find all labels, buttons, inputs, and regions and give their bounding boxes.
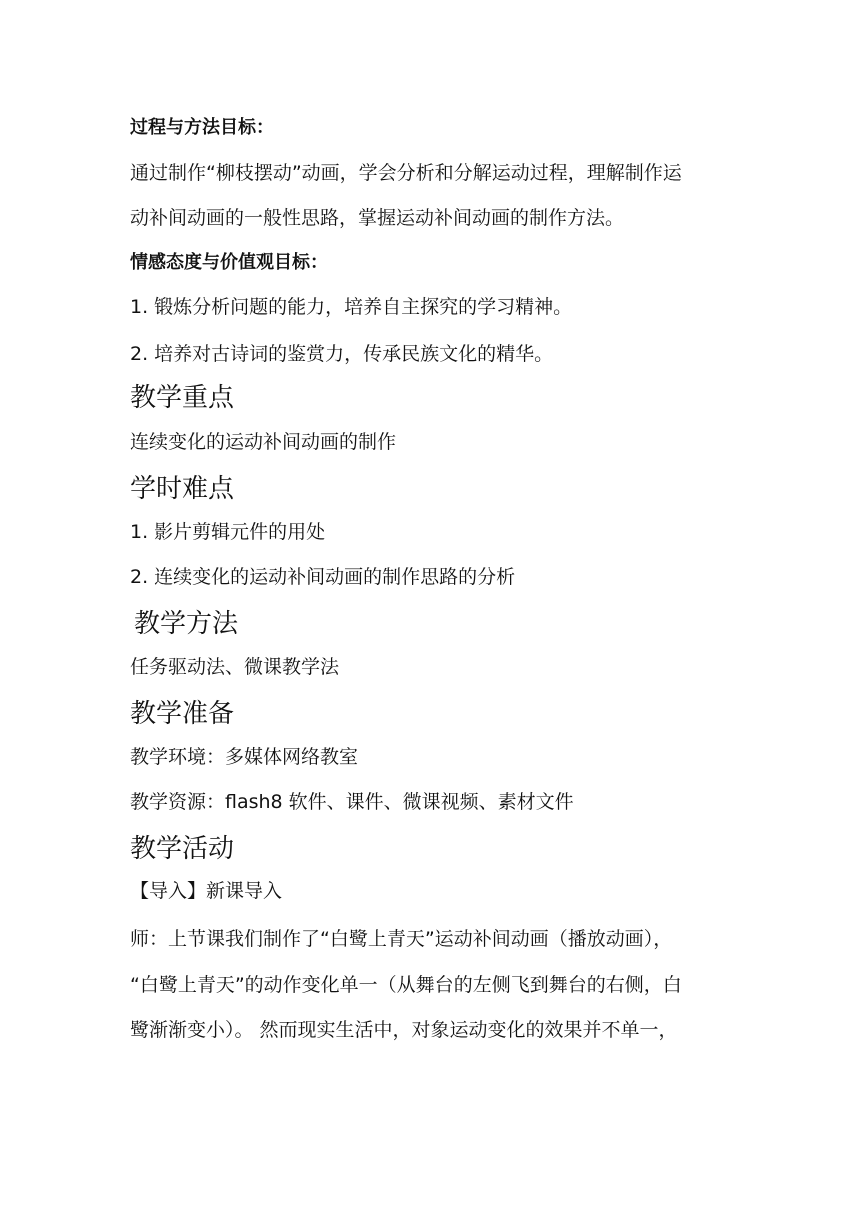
activity-para-line-3: 鹭渐渐变小）。 然而现实生活中，对象运动变化的效果并不单一， — [130, 1019, 678, 1041]
activity-para-line-2: “白鹭上青天”的动作变化单一（从舞台的左侧飞到舞台的右侧，白 — [130, 974, 682, 996]
emotion-goal-item-2: 2. 培养对古诗词的鉴赏力，传承民族文化的精华。 — [130, 343, 554, 365]
activity-heading: 教学活动 — [130, 834, 235, 864]
emotion-goal-heading: 情感态度与价值观目标： — [130, 252, 328, 273]
process-goal-line-2: 动补间动画的一般性思路，掌握运动补间动画的制作方法。 — [130, 207, 625, 229]
difficulty-heading: 学时难点 — [130, 474, 235, 504]
prep-heading: 教学准备 — [130, 699, 235, 729]
difficulty-item-1: 1. 影片剪辑元件的用处 — [130, 521, 326, 543]
prep-item-environment: 教学环境：多媒体网络教室 — [130, 746, 359, 768]
emotion-goal-item-1: 1. 锻炼分析问题的能力，培养自主探究的学习精神。 — [130, 296, 573, 318]
activity-para-line-1: 师：上节课我们制作了“白鹭上青天”运动补间动画（播放动画）， — [130, 928, 673, 950]
method-heading: 教学方法 — [134, 609, 239, 639]
difficulty-item-2: 2. 连续变化的运动补间动画的制作思路的分析 — [130, 566, 516, 588]
activity-intro: 【导入】新课导入 — [130, 880, 283, 902]
key-point-text: 连续变化的运动补间动画的制作 — [130, 431, 397, 453]
method-text: 任务驱动法、微课教学法 — [130, 656, 340, 678]
key-point-heading: 教学重点 — [130, 383, 235, 413]
process-goal-heading: 过程与方法目标： — [130, 117, 274, 138]
process-goal-line-1: 通过制作“柳枝摆动”动画，学会分析和分解运动过程，理解制作运 — [130, 162, 682, 184]
prep-item-resources: 教学资源：flash8 软件、课件、微课视频、素材文件 — [130, 791, 574, 813]
